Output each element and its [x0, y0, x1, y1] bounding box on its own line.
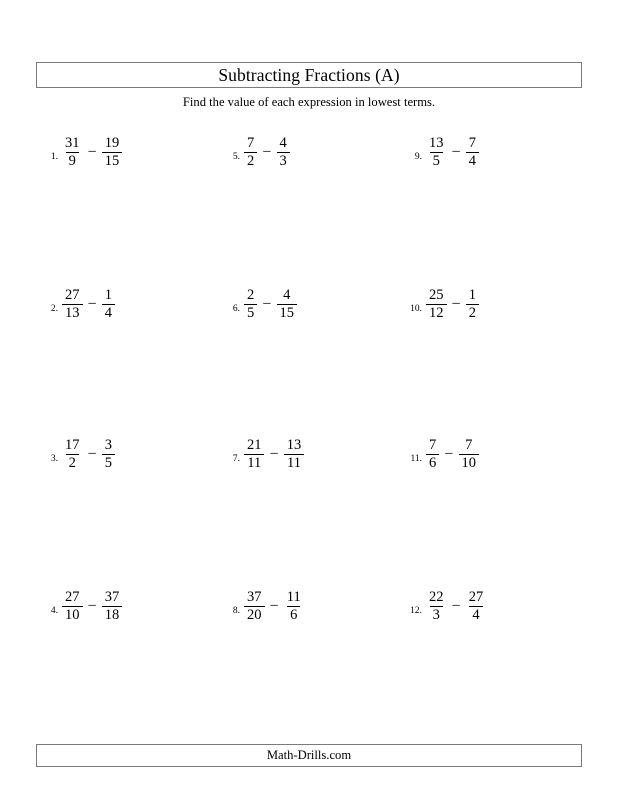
minus-operator-icon: –: [452, 295, 460, 312]
problem-number: 8.: [232, 606, 240, 617]
minus-operator-icon: –: [88, 445, 96, 462]
problem-number: 11.: [410, 454, 422, 465]
denominator: 4: [102, 304, 115, 321]
fraction-left: [62, 590, 83, 623]
numerator: 13: [286, 436, 302, 453]
fraction-right: [102, 136, 123, 169]
fraction-right: [102, 438, 115, 471]
fraction-left: [426, 136, 447, 169]
minus-operator-icon: –: [270, 597, 278, 614]
numerator: 7: [465, 436, 473, 453]
problem-row: [36, 126, 582, 178]
denominator: 5: [244, 304, 257, 321]
minus-operator-icon: –: [263, 143, 271, 160]
minus-operator-icon: –: [270, 445, 278, 462]
fraction-left: [62, 288, 83, 321]
denominator: 5: [430, 152, 443, 169]
fraction-left: [426, 590, 447, 623]
denominator: 9: [66, 152, 79, 169]
numerator: 3: [104, 436, 112, 453]
problem-expression: [243, 288, 298, 321]
problem-expression: [61, 288, 116, 321]
denominator: 11: [284, 454, 304, 471]
footer-attribution: Math-Drills.com: [266, 748, 352, 762]
numerator: 7: [468, 134, 476, 151]
numerator: 27: [65, 286, 80, 303]
problem-item: [38, 126, 220, 178]
denominator: 6: [287, 606, 300, 623]
numerator: 4: [283, 286, 291, 303]
minus-operator-icon: –: [452, 143, 460, 160]
minus-operator-icon: –: [445, 445, 453, 462]
numerator: 27: [65, 588, 80, 605]
fraction-left: [244, 136, 257, 169]
problems-grid: [36, 118, 582, 688]
minus-operator-icon: –: [88, 143, 96, 160]
numerator: 37: [247, 588, 262, 605]
problem-expression: [61, 590, 123, 623]
numerator: 17: [65, 436, 80, 453]
fraction-right: [284, 590, 304, 623]
denominator: 4: [466, 152, 479, 169]
denominator: 15: [102, 152, 123, 169]
problem-expression: [425, 136, 480, 169]
denominator: 3: [277, 152, 290, 169]
denominator: 10: [62, 606, 83, 623]
numerator: 7: [247, 134, 255, 151]
problem-expression: [425, 288, 480, 321]
problem-item: [220, 428, 402, 480]
problem-item: [220, 278, 402, 330]
problem-number: 6.: [232, 304, 240, 315]
problem-item: [38, 580, 220, 632]
fraction-left: [426, 288, 447, 321]
denominator: 12: [426, 304, 447, 321]
minus-operator-icon: –: [263, 295, 271, 312]
page-title: Subtracting Fractions (A): [218, 64, 400, 85]
fraction-right: [459, 438, 480, 471]
denominator: 11: [244, 454, 264, 471]
problem-number: 2.: [50, 304, 58, 315]
minus-operator-icon: –: [88, 597, 96, 614]
problem-number: 9.: [414, 152, 422, 163]
problem-expression: [61, 136, 123, 169]
denominator: 4: [469, 606, 482, 623]
fraction-right: [466, 590, 487, 623]
worksheet-instructions: Find the value of each expression in lowest terms.: [182, 95, 436, 109]
problem-row: [36, 580, 582, 632]
problem-expression: [61, 438, 116, 471]
fraction-right: [466, 288, 479, 321]
problem-expression: [425, 438, 480, 471]
problem-item: [38, 428, 220, 480]
problem-expression: [243, 136, 291, 169]
numerator: 22: [429, 588, 444, 605]
minus-operator-icon: –: [452, 597, 460, 614]
denominator: 10: [459, 454, 480, 471]
problem-number: 10.: [410, 304, 422, 315]
denominator: 18: [102, 606, 123, 623]
problem-expression: [243, 438, 305, 471]
fraction-left: [244, 590, 265, 623]
fraction-right: [277, 288, 298, 321]
problem-number: 1.: [50, 152, 58, 163]
denominator: 2: [244, 152, 257, 169]
numerator: 7: [429, 436, 437, 453]
worksheet-footer-box: [36, 744, 582, 767]
numerator: 31: [65, 134, 80, 151]
numerator: 2: [247, 286, 255, 303]
denominator: 15: [277, 304, 298, 321]
denominator: 13: [62, 304, 83, 321]
problem-row: [36, 278, 582, 330]
fraction-right: [284, 438, 305, 471]
denominator: 2: [66, 454, 79, 471]
problem-item: [402, 428, 584, 480]
denominator: 2: [466, 304, 479, 321]
fraction-left: [62, 438, 83, 471]
problem-item: [402, 278, 584, 330]
numerator: 37: [104, 588, 120, 605]
fraction-left: [244, 288, 257, 321]
numerator: 11: [286, 588, 301, 605]
numerator: 25: [429, 286, 444, 303]
problem-number: 5.: [232, 152, 240, 163]
denominator: 6: [426, 454, 439, 471]
problem-number: 3.: [50, 454, 58, 465]
problem-item: [402, 126, 584, 178]
denominator: 5: [102, 454, 115, 471]
numerator: 21: [247, 436, 262, 453]
fraction-left: [244, 438, 265, 471]
problem-item: [220, 126, 402, 178]
numerator: 1: [468, 286, 476, 303]
problem-expression: [425, 590, 487, 623]
numerator: 4: [279, 134, 287, 151]
problem-item: [220, 580, 402, 632]
problem-item: [402, 580, 584, 632]
fraction-left: [426, 438, 439, 471]
minus-operator-icon: –: [88, 295, 96, 312]
fraction-right: [102, 590, 123, 623]
problem-number: 7.: [232, 454, 240, 465]
problem-expression: [243, 590, 305, 623]
denominator: 3: [430, 606, 443, 623]
fraction-right: [277, 136, 290, 169]
problem-row: [36, 428, 582, 480]
fraction-left: [62, 136, 83, 169]
problem-item: [38, 278, 220, 330]
numerator: 1: [104, 286, 112, 303]
denominator: 20: [244, 606, 265, 623]
fraction-right: [466, 136, 479, 169]
numerator: 13: [429, 134, 444, 151]
problem-number: 12.: [410, 606, 422, 617]
numerator: 27: [468, 588, 484, 605]
worksheet-title-box: [36, 62, 582, 88]
fraction-right: [102, 288, 115, 321]
numerator: 19: [104, 134, 120, 151]
problem-number: 4.: [50, 606, 58, 617]
